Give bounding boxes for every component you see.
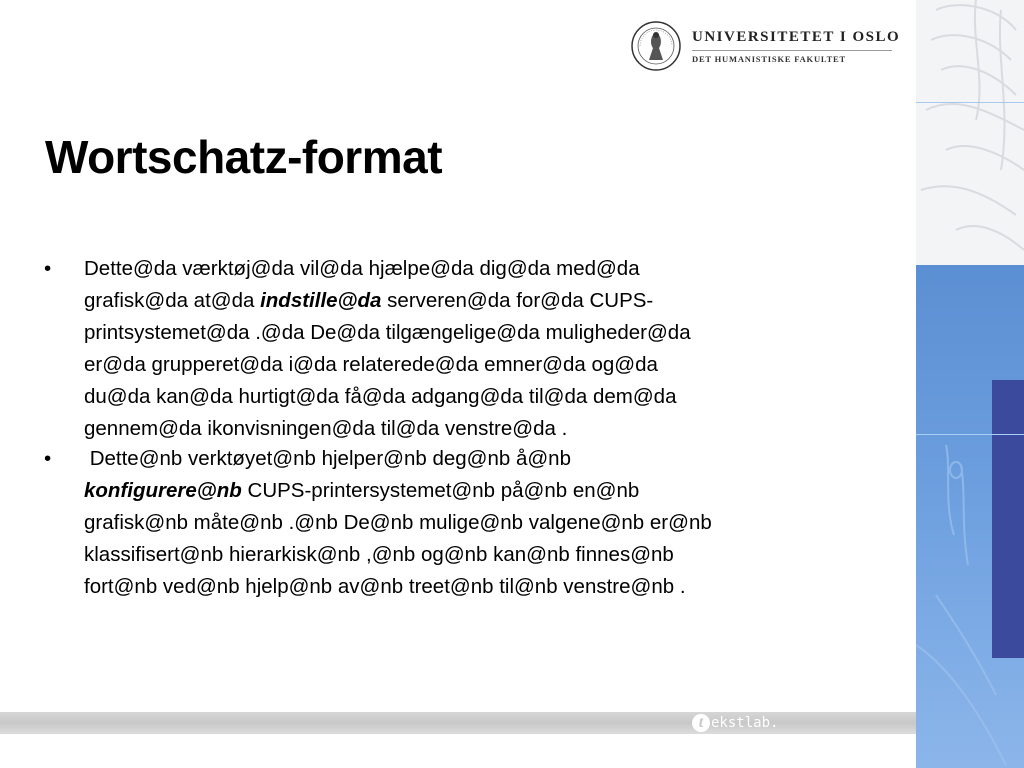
text-run: klassifisert@nb hierarkisk@nb ,@nb og@nb kan@nb finnes@nb xyxy=(84,543,674,566)
statue-image-area xyxy=(916,0,1024,265)
tekstlab-wordmark: ekstlab. xyxy=(711,715,779,731)
footer-band xyxy=(0,712,916,734)
bullet-item-norwegian xyxy=(44,443,904,603)
slide-title: Wortschatz-format xyxy=(45,131,443,183)
text-run: Dette@nb verktøyet@nb hjelper@nb deg@nb å@nb xyxy=(84,447,571,470)
bullet-line xyxy=(84,253,904,285)
tekstlab-t-icon: t xyxy=(692,714,710,732)
text-run: CUPS-printersystemet@nb på@nb en@nb xyxy=(241,479,640,502)
panel-divider-line xyxy=(916,434,1024,435)
bullet-line xyxy=(84,413,904,445)
bullet-line xyxy=(84,571,904,603)
bullet-line xyxy=(84,349,904,381)
slide-body xyxy=(44,253,904,603)
bullet-line xyxy=(84,443,904,475)
university-logo xyxy=(630,18,901,74)
bullet-marker: • xyxy=(44,447,52,470)
tekstlab-logo xyxy=(692,712,778,734)
logo-divider xyxy=(692,50,892,51)
text-run: gennem@da ikonvisningen@da til@da venstre@da . xyxy=(84,417,568,440)
text-run: grafisk@nb måte@nb .@nb De@nb mulige@nb valgene@nb er@nb xyxy=(84,511,712,534)
university-seal-icon xyxy=(630,20,682,72)
text-run: printsystemet@da .@da De@da tilgængelige@da muligheder@da xyxy=(84,321,691,344)
statue-sketch-icon xyxy=(916,0,1024,265)
institution-name: UNIVERSITETET I OSLO xyxy=(692,28,901,45)
emphasized-term: konfigurere@nb xyxy=(84,479,242,502)
bullet-line xyxy=(84,285,904,317)
bullet-item-danish xyxy=(44,253,904,443)
bullet-line xyxy=(84,507,904,539)
emphasized-term: indstille@da xyxy=(260,289,382,312)
text-run: serveren@da for@da CUPS- xyxy=(381,289,654,312)
bullet-marker: • xyxy=(44,257,52,280)
bullet-line xyxy=(84,381,904,413)
faculty-name: DET HUMANISTISKE FAKULTET xyxy=(692,53,846,64)
panel-divider-line xyxy=(916,102,1024,103)
text-run: Dette@da værktøj@da vil@da hjælpe@da dig@da med@da xyxy=(84,257,640,280)
bullet-line xyxy=(84,475,904,507)
dark-blue-accent-bar xyxy=(992,380,1024,658)
text-run: er@da grupperet@da i@da relaterede@da emner@da og@da xyxy=(84,353,658,376)
text-run: fort@nb ved@nb hjelp@nb av@nb treet@nb til@nb venstre@nb . xyxy=(84,575,686,598)
bullet-line xyxy=(84,317,904,349)
text-run: du@da kan@da hurtigt@da få@da adgang@da til@da dem@da xyxy=(84,385,677,408)
text-run: grafisk@da at@da xyxy=(84,289,261,312)
bullet-line xyxy=(84,539,904,571)
